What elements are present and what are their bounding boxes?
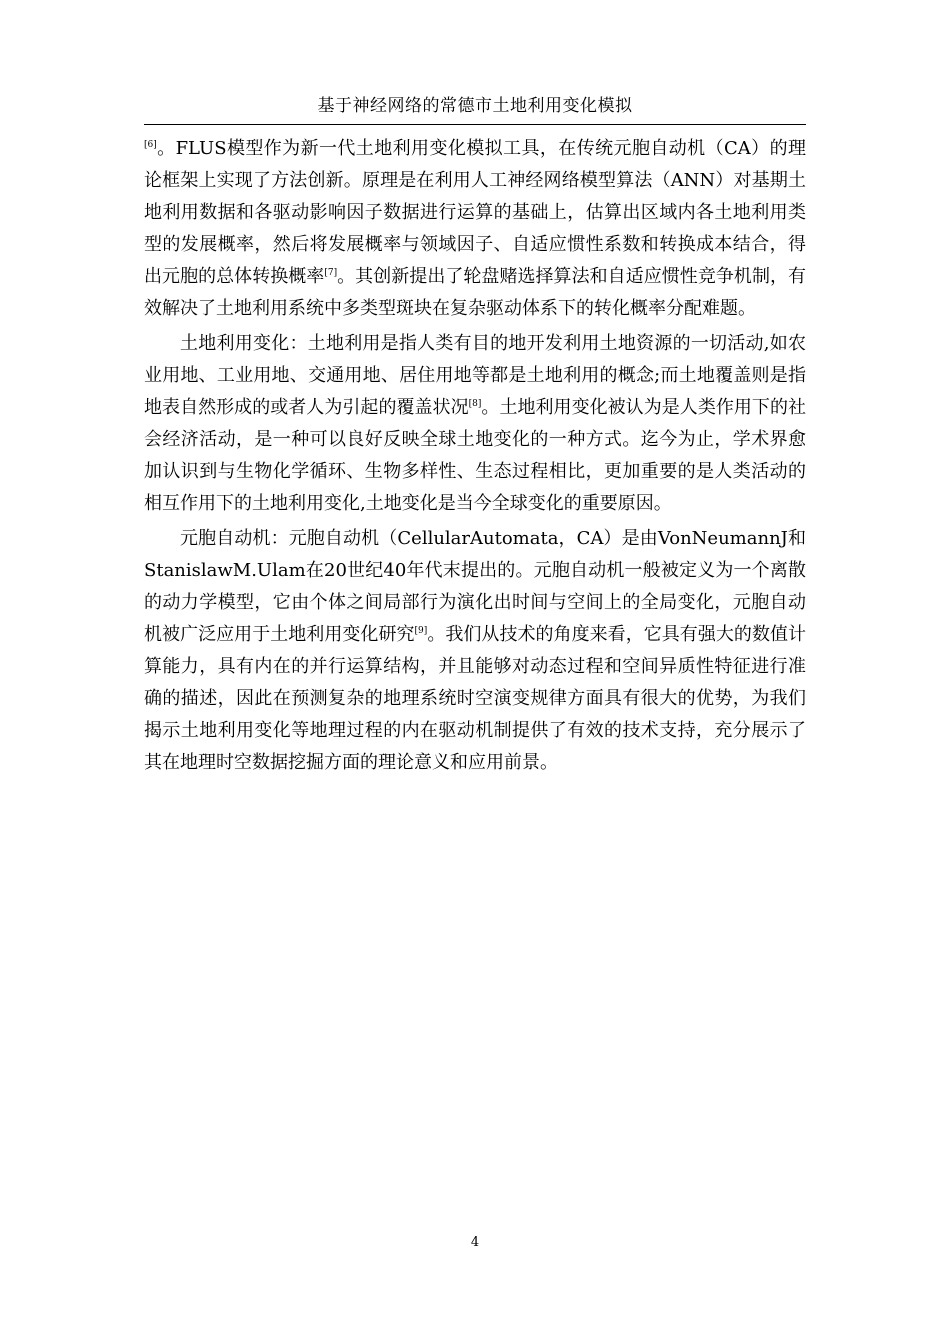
paragraph-text: 土地利用变化：土地利用是指人类有目的地开发利用土地资源的一切活动,如农业用地、工业用地、交通用地、居住用地等都是土地利用的概念;而土地覆盖则是指地表自然形成的或者人为引起的覆盖状况 xyxy=(144,333,806,418)
paragraph-text: 。我们从技术的角度来看，它具有强大的数值计算能力，具有内在的并行运算结构，并且能够对动态过程和空间异质性特征进行准确的描述，因此在预测复杂的地理系统时空演变规律方面具有很大的优势，为我们揭示土地利用变化等地理过程的内在驱动机制提供了有效的技术支持，充分展示了其在地理时空数据挖掘方面的理论意义和应用前景。 xyxy=(144,624,807,773)
citation-ref-7: [7] xyxy=(324,268,338,278)
paragraph-text: 。其创新提出了轮盘赌选择算法和自适应惯性竞争机制，有效解决了土地利用系统中多类型斑块在复杂驱动体系下的转化概率分配难题。 xyxy=(144,266,807,319)
body-text xyxy=(144,133,806,782)
paragraph-flus-model xyxy=(144,133,806,325)
paragraph-land-use-change xyxy=(144,328,806,520)
citation-ref-8: [8] xyxy=(468,399,482,409)
paragraph-text: 元胞自动机：元胞自动机（CellularAutomata，CA）是由VonNeumannJ和StanislawM.Ulam在20世纪40年代末提出的。元胞自动机一般被定义为一个离散的动力学模型，它由个体之间局部行为演化出时间与空间上的全局变化，元胞自动机被广泛应用于土地利用变化研究 xyxy=(144,528,806,645)
paragraph-cellular-automata xyxy=(144,523,806,779)
header-rule xyxy=(144,124,806,125)
paragraph-text: 。土地利用变化被认为是人类作用下的社会经济活动，是一种可以良好反映全球土地变化的一种方式。迄今为止，学术界愈加认识到与生物化学循环、生物多样性、生态过程相比，更加重要的是人类活动的相互作用下的土地利用变化,土地变化是当今全球变化的重要原因。 xyxy=(144,397,806,514)
paragraph-text: 。FLUS模型作为新一代土地利用变化模拟工具，在传统元胞自动机（CA）的理论框架上实现了方法创新。原理是在利用人工神经网络模型算法（ANN）对基期土地利用数据和各驱动影响因子数据进行运算的基础上，估算出区域内各土地利用类型的发展概率，然后将发展概率与领域因子、自适应惯性系数和转换成本结合，得出元胞的总体转换概率 xyxy=(144,138,806,287)
citation-ref-6: [6] xyxy=(144,140,157,150)
page-number: 4 xyxy=(470,1235,480,1250)
citation-ref-9: [9] xyxy=(414,626,428,636)
running-header-title: 基于神经网络的常德市土地利用变化模拟 xyxy=(317,96,633,116)
